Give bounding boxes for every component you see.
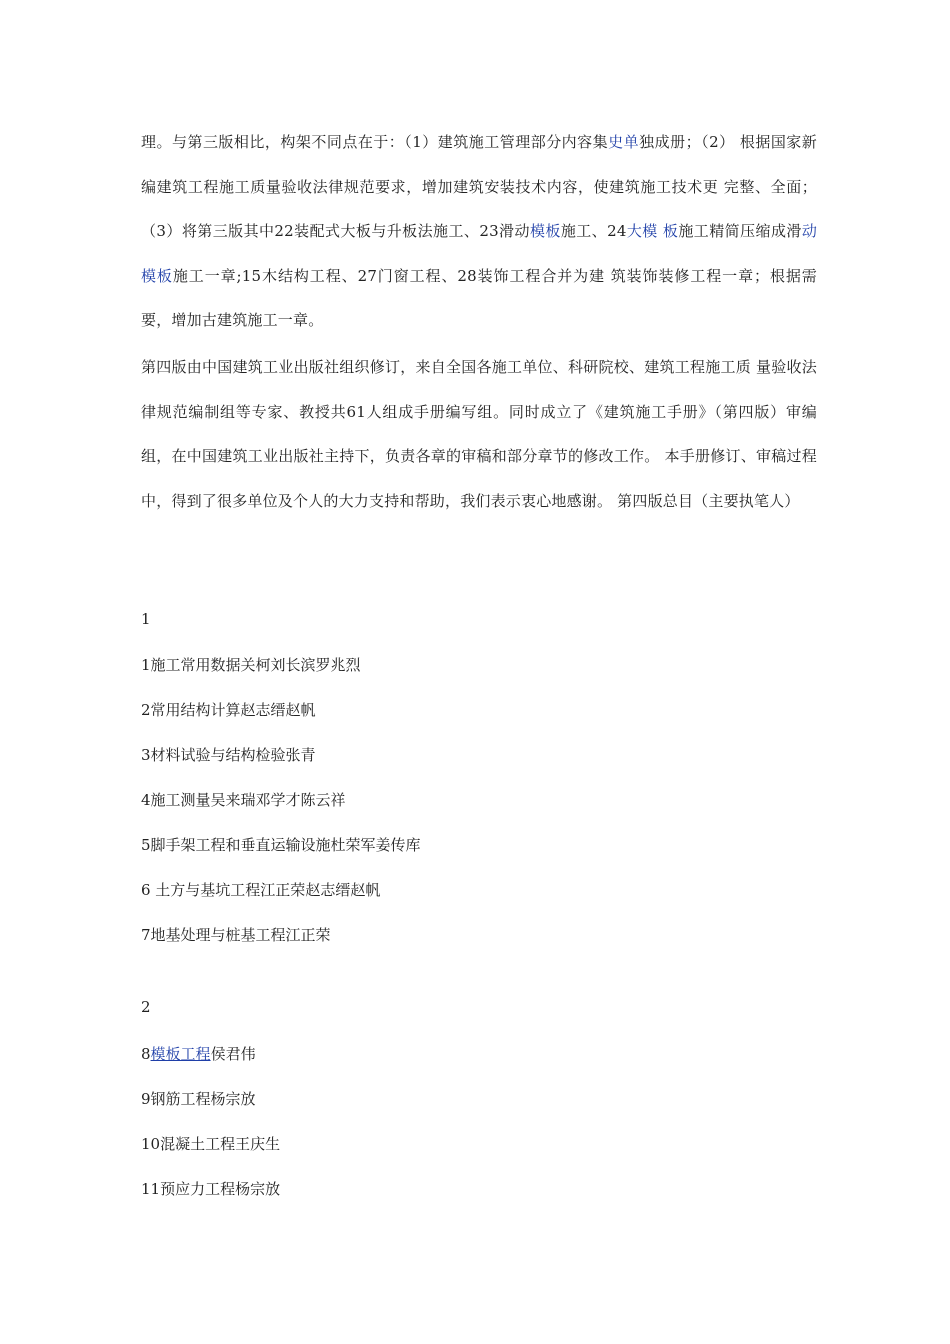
chapter-item: 3材料试验与结构检验张青: [141, 746, 316, 764]
link-shidan[interactable]: 史单: [608, 133, 640, 151]
text-segment: 理。与第三版相比，构架不同点在于：（1）建筑施工管理部分内容集: [141, 133, 609, 151]
chapter-number: 8: [141, 1045, 151, 1063]
chapter-item: 1施工常用数据关柯刘长滨罗兆烈: [141, 656, 361, 674]
volume-number: 1: [141, 610, 151, 628]
link-dongmuban[interactable]: 动模板: [141, 222, 818, 285]
chapter-item: 7地基处理与桩基工程江正荣: [141, 926, 331, 944]
text-segment: 施工精简压缩成滑: [678, 222, 802, 240]
link-damuban[interactable]: 大模 板: [626, 222, 679, 240]
chapter-author: 侯君伟: [210, 1045, 256, 1063]
intro-paragraph: [141, 120, 817, 343]
text-segment: 施工一章;15木结构工程、27门窗工程、28装饰工程合并为建 筑装饰装修工程一章；根据需要，增加古建筑施工一章。: [141, 266, 817, 329]
chapter-item: 9钢筋工程杨宗放: [141, 1090, 256, 1108]
volume-number: 2: [141, 998, 151, 1016]
text-segment: 独成册；（2） 根据国家新编建筑工程施工质量验收法律规范要求，增加建筑安装技术内容，使建筑施工技术更 完整、全面；（3）将第三版其中22装配式大板与升板法施工、23滑动: [141, 133, 817, 240]
chapter-item: 2常用结构计算赵志缙赵帆: [141, 701, 316, 719]
chapter-item: 5脚手架工程和垂直运输设施杜荣军姜传库: [141, 836, 421, 854]
chapter-item: 10混凝土工程王庆生: [141, 1135, 281, 1153]
chapter-item: 6 土方与基坑工程江正荣赵志缙赵帆: [141, 881, 381, 899]
link-muban-gongcheng[interactable]: 模板工程: [150, 1045, 211, 1063]
link-muban[interactable]: 模板: [529, 222, 561, 240]
text-segment: 施工、24: [560, 222, 627, 240]
chapter-item: 4施工测量吴来瑞邓学才陈云祥: [141, 791, 346, 809]
chapter-item: 11预应力工程杨宗放: [141, 1180, 281, 1198]
revision-paragraph: 第四版由中国建筑工业出版社组织修订，来自全国各施工单位、科研院校、建筑工程施工质 量验收法律规范编制组等专家、教授共61人组成手册编写组。同时成立了《建筑施工手册》（第四版）审编组，在中国建筑工业出版社主持下，负责各章的审稿和部分章节的修改工作。 本手册修订、审稿过程中，得到了很多单位及个人的大力支持和帮助，我们表示衷心地感谢。 第四版总目（主要执笔人）: [141, 358, 817, 510]
chapter-item: [141, 1044, 256, 1064]
